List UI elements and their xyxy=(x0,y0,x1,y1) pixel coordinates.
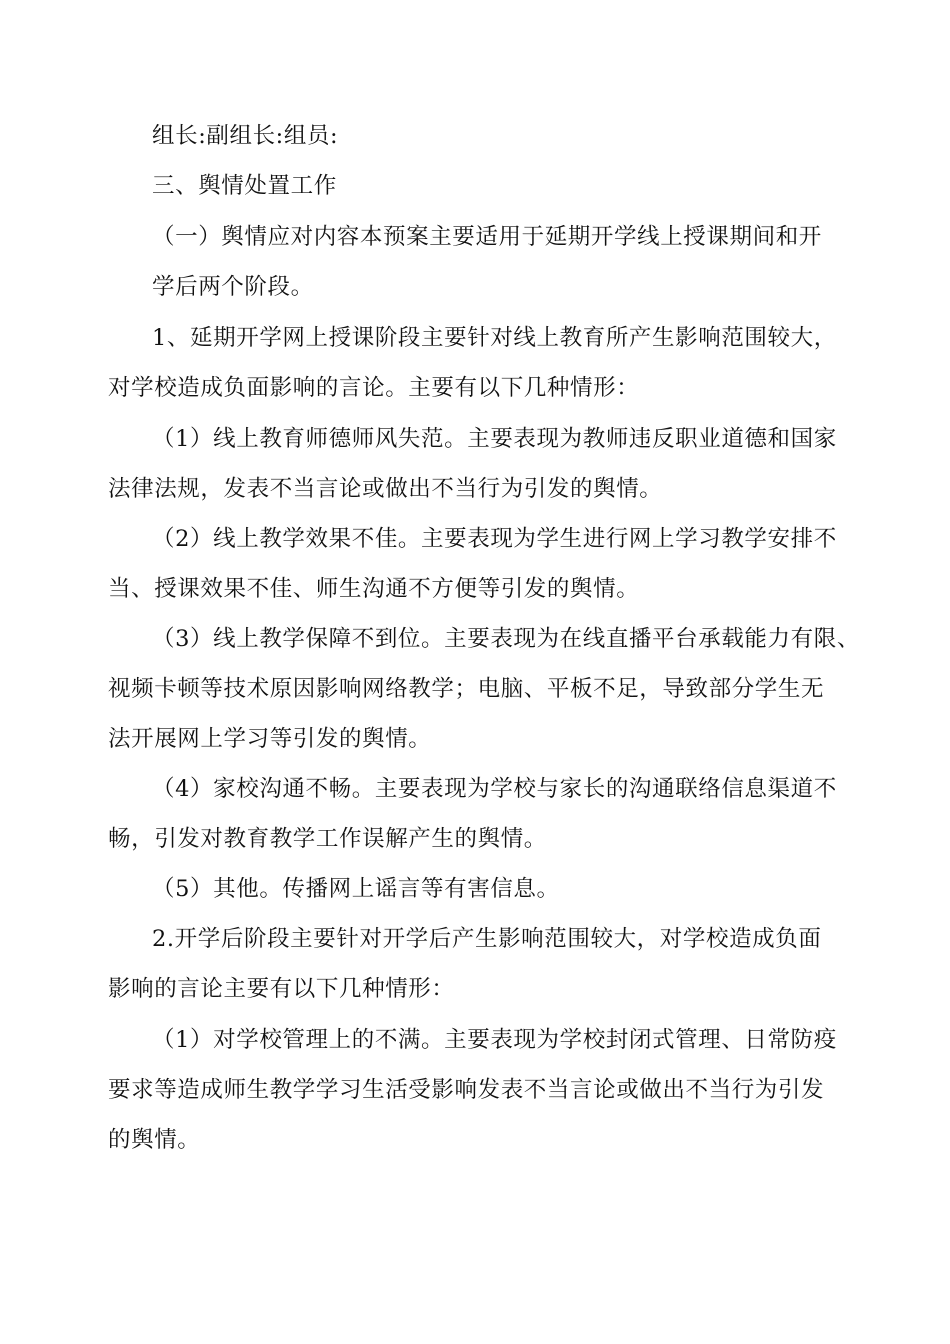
list-item-line: （3）线上教学保障不到位。主要表现为在线直播平台承载能力有限、 xyxy=(152,626,860,652)
list-item-line: 法律法规，发表不当言论或做出不当行为引发的舆情。 xyxy=(108,476,663,502)
paragraph-line: 2.开学后阶段主要针对开学后产生影响范围较大，对学校造成负面 xyxy=(152,926,822,952)
team-members-line: 组长:副组长:组员: xyxy=(152,123,339,149)
list-item-line: （1）对学校管理上的不满。主要表现为学校封闭式管理、日常防疫 xyxy=(152,1027,837,1053)
list-item-line: 视频卡顿等技术原因影响网络教学；电脑、平板不足，导致部分学生无 xyxy=(108,676,825,702)
paragraph-line: 对学校造成负面影响的言论。主要有以下几种情形： xyxy=(108,375,640,401)
paragraph-line: 影响的言论主要有以下几种情形： xyxy=(108,976,455,1002)
list-item-line: （5）其他。传播网上谣言等有害信息。 xyxy=(152,876,560,902)
list-item-line: 当、授课效果不佳、师生沟通不方便等引发的舆情。 xyxy=(108,576,640,602)
list-item-line: （1）线上教育师德师风失范。主要表现为教师违反职业道德和国家 xyxy=(152,426,837,452)
list-item-line: （2）线上教学效果不佳。主要表现为学生进行网上学习教学安排不 xyxy=(152,526,837,552)
paragraph-line: （一）舆情应对内容本预案主要适用于延期开学线上授课期间和开 xyxy=(152,224,822,250)
list-item-line: 畅，引发对教育教学工作误解产生的舆情。 xyxy=(108,826,547,852)
list-item-line: 的舆情。 xyxy=(108,1127,201,1153)
list-item-line: 法开展网上学习等引发的舆情。 xyxy=(108,726,432,752)
section-title: 三、舆情处置工作 xyxy=(152,173,337,199)
paragraph-line: 1、延期开学网上授课阶段主要针对线上教育所产生影响范围较大， xyxy=(152,325,837,351)
list-item-line: （4）家校沟通不畅。主要表现为学校与家长的沟通联络信息渠道不 xyxy=(152,776,837,802)
paragraph-line: 学后两个阶段。 xyxy=(152,274,314,300)
list-item-line: 要求等造成师生教学学习生活受影响发表不当言论或做出不当行为引发 xyxy=(108,1077,825,1103)
